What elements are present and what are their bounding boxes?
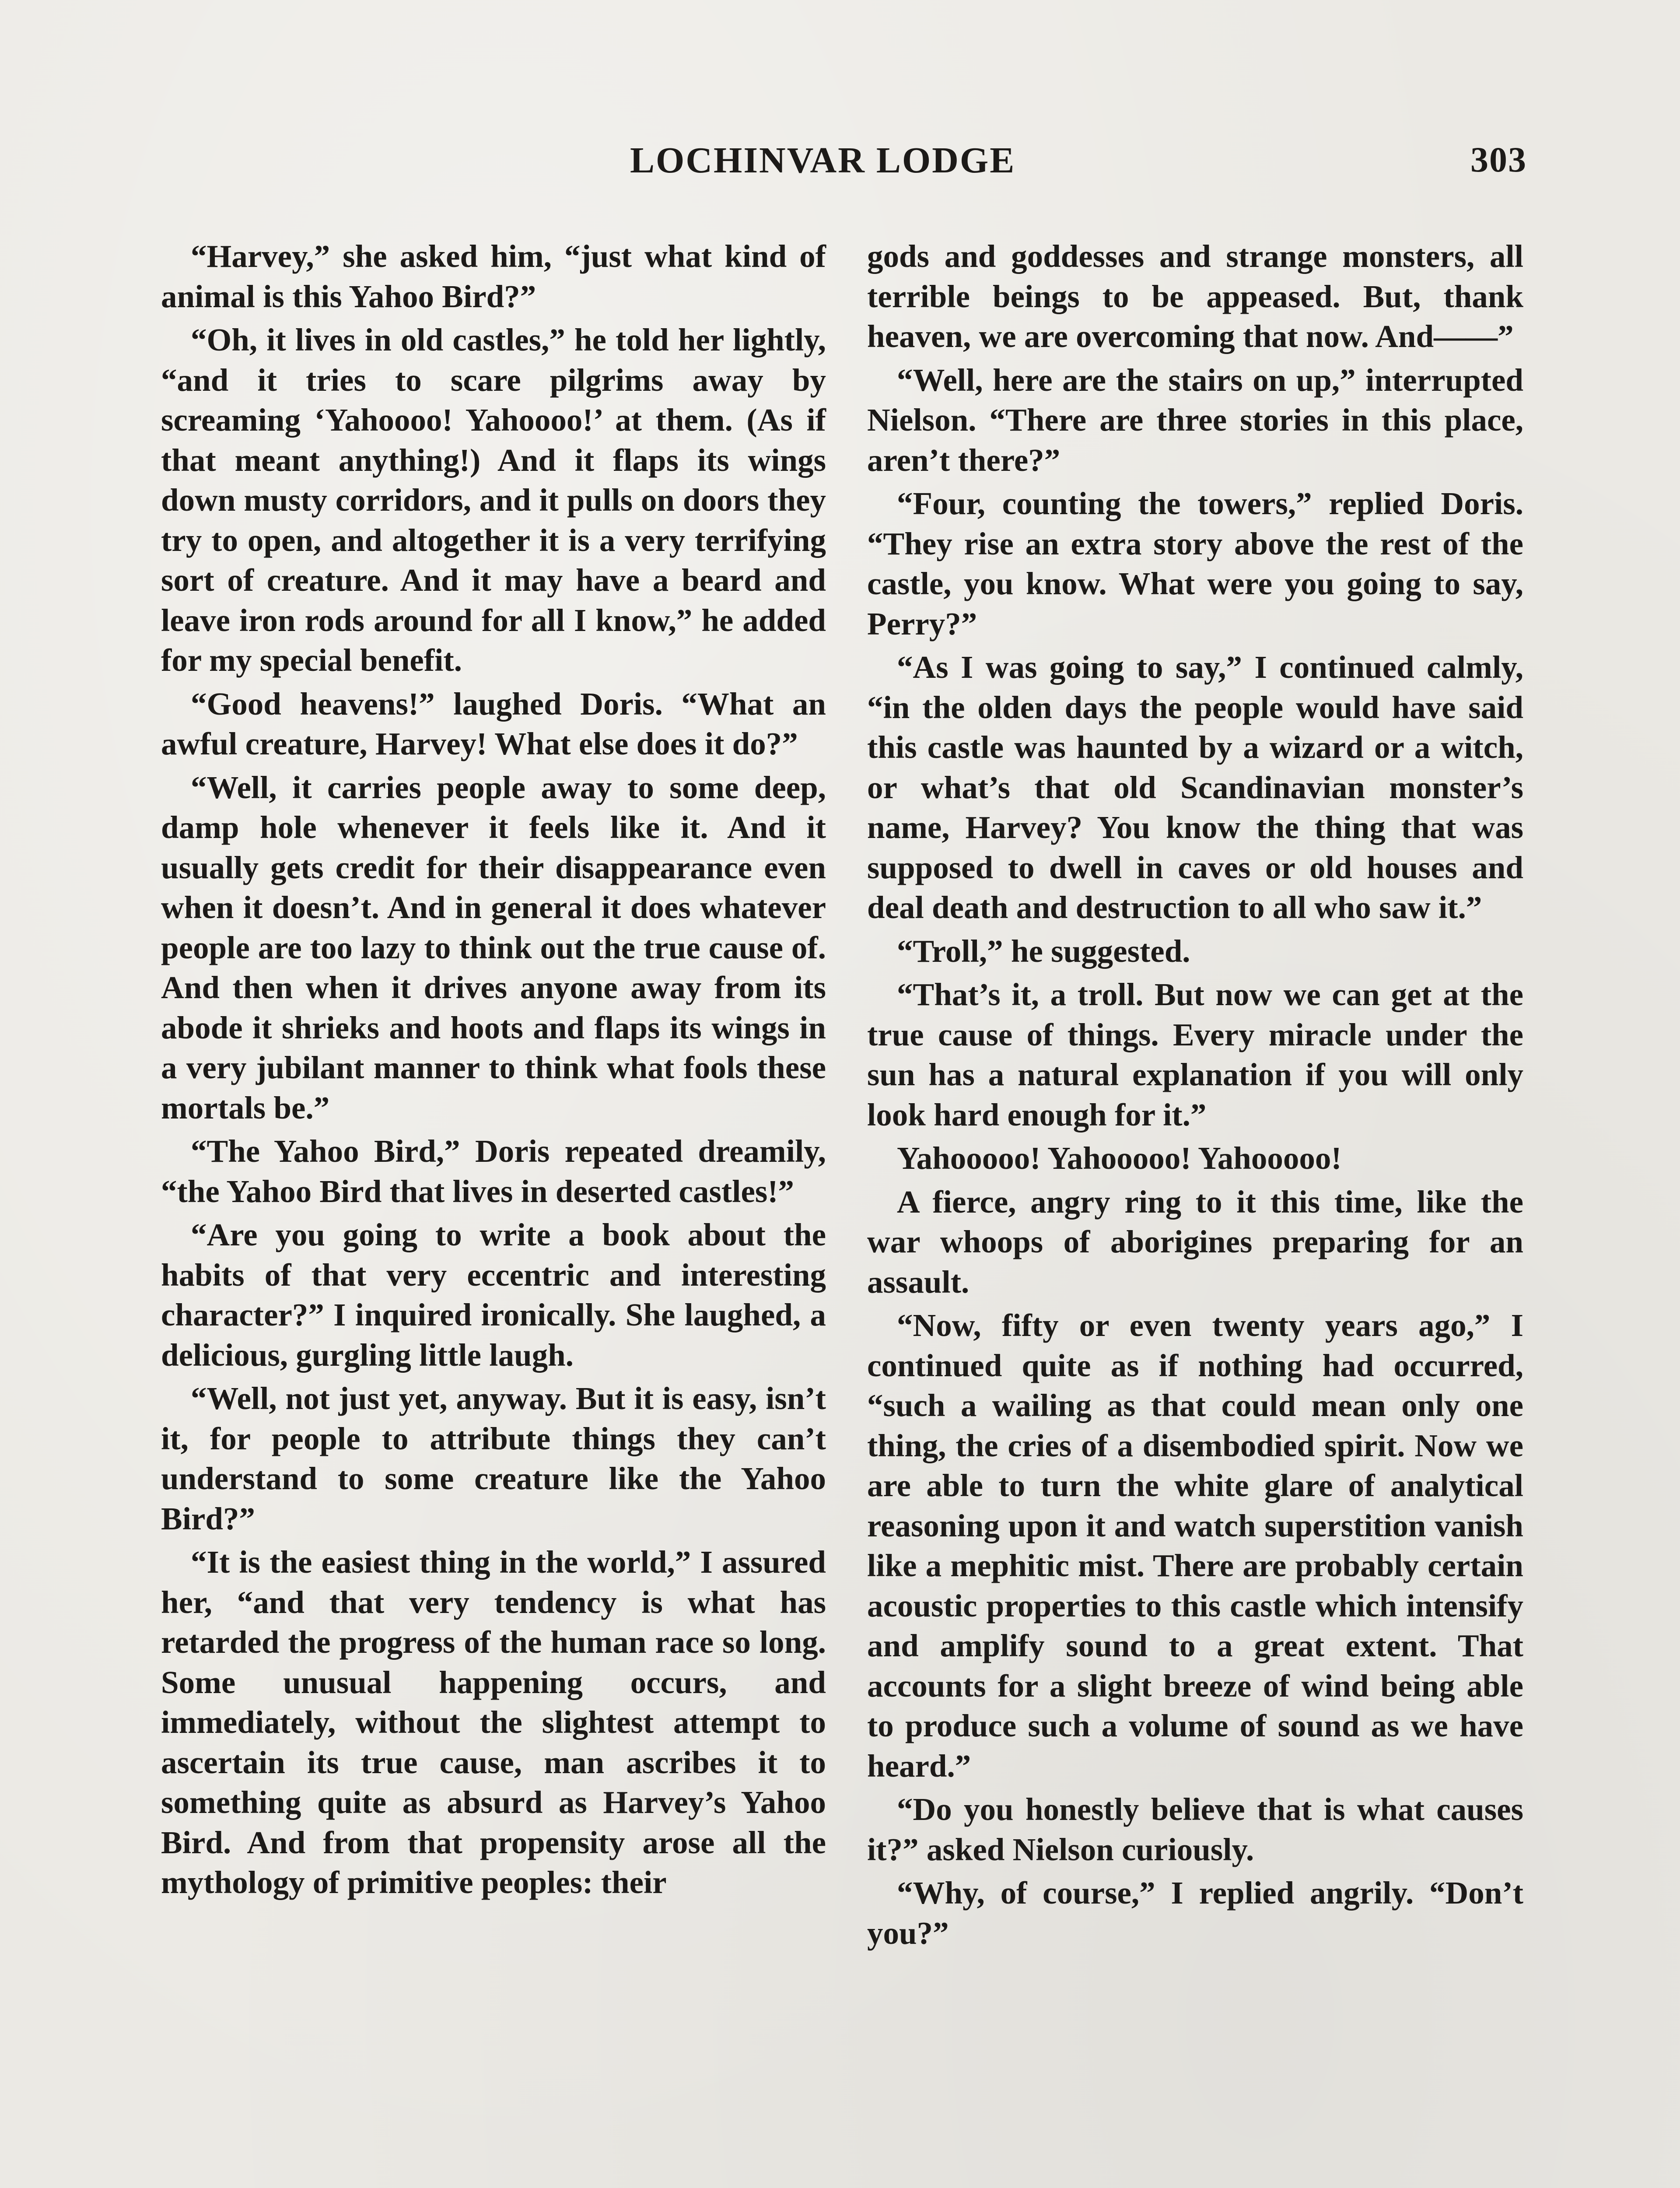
paragraph: “Well, here are the stairs on up,” interrupted Nielson. “There are three stories in this place, aren’t there?” xyxy=(867,362,1523,478)
paragraph: “Well, it carries people away to some deep, damp hole whenever it feels like it. And it usually gets credit for their disappearance even when it doesn’t. And in general it does whatever people are too lazy to think out the true cause of. And then when it drives anyone away from its abode it shrieks and hoots and flaps its wings in a very jubilant manner to think what fools these mortals be.” xyxy=(161,769,826,1126)
paragraph: “Well, not just yet, anyway. But it is easy, isn’t it, for people to attribute things they can’t understand to some creature like the Yahoo Bird?” xyxy=(161,1381,826,1536)
paragraph: “Why, of course,” I replied angrily. “Don’t you?” xyxy=(867,1875,1523,1951)
paragraph: “Four, counting the towers,” replied Doris. “They rise an extra story above the rest of the castle, you know. What were you going to say, Perry?” xyxy=(867,486,1523,642)
running-head: LOCHINVAR LODGE xyxy=(630,140,1016,181)
paragraph: gods and goddesses and strange monsters, all terrible beings to be appeased. But, thank heaven, we are overcoming that now. And——” xyxy=(867,238,1523,354)
paragraph: “Now, fifty or even twenty years ago,” I continued quite as if nothing had occurred, “such a wailing as that could mean only one thing, the cries of a disembodied spirit. Now we are able to turn the white glare of analytical reasoning upon it and watch superstition vanish like a mephitic mist. There are probably certain acoustic properties to this castle which intensify and amplify sound to a great extent. That accounts for a slight breeze of wind being able to produce such a volume of sound as we have heard.” xyxy=(867,1308,1523,1784)
paragraph: A fierce, angry ring to it this time, like the war whoops of aborigines preparing for an assault. xyxy=(867,1184,1523,1300)
paragraph: “It is the easiest thing in the world,” I assured her, “and that very tendency is what has retarded the progress of the human race so long. Some unusual happening occurs, and immediately, without the slightest attempt to ascertain its true cause, man ascribes it to something quite as absurd as Harvey’s Yahoo Bird. And from that propensity arose all the mythology of primitive peoples: their xyxy=(161,1544,826,1900)
paragraph: “Troll,” he suggested. xyxy=(897,933,1190,969)
left-column xyxy=(161,236,826,1906)
right-column xyxy=(867,236,1523,1957)
paragraph: “That’s it, a troll. But now we can get at the true cause of things. Every miracle under the sun has a natural explanation if you will only look hard enough for it.” xyxy=(867,977,1523,1133)
paragraph: “Oh, it lives in old castles,” he told her lightly, “and it tries to scare pilgrims away by screaming ‘Yahoooo! Yahoooo!’ at them. (As if that meant anything!) And it flaps its wings down musty corridors, and it pulls on doors they try to open, and altogether it is a very terrifying sort of creature. And it may have a beard and leave iron rods around for all I know,” he added for my special benefit. xyxy=(161,322,826,678)
paragraph: “Do you honestly believe that is what causes it?” asked Nielson curiously. xyxy=(867,1792,1523,1867)
paragraph: “Are you going to write a book about the habits of that very eccentric and interesting character?” I inquired ironically. She laughed, a delicious, gurgling little laugh. xyxy=(161,1217,826,1373)
paragraph: “Good heavens!” laughed Doris. “What an awful creature, Harvey! What else does it do?” xyxy=(161,686,826,761)
paragraph: Yahooooo! Yahooooo! Yahooooo! xyxy=(897,1140,1342,1176)
paragraph: “Harvey,” she asked him, “just what kind of animal is this Yahoo Bird?” xyxy=(161,238,826,314)
page-number: 303 xyxy=(1470,140,1527,179)
paragraph: “As I was going to say,” I continued calmly, “in the olden days the people would have said this castle was haunted by a wizard or a witch, or what’s that old Scandinavian monster’s name, Harvey? You know the thing that was supposed to dwell in caves or old houses and deal death and destruction to all who saw it.” xyxy=(867,649,1523,925)
paragraph: “The Yahoo Bird,” Doris repeated dreamily, “the Yahoo Bird that lives in deserted castles!” xyxy=(161,1133,826,1209)
